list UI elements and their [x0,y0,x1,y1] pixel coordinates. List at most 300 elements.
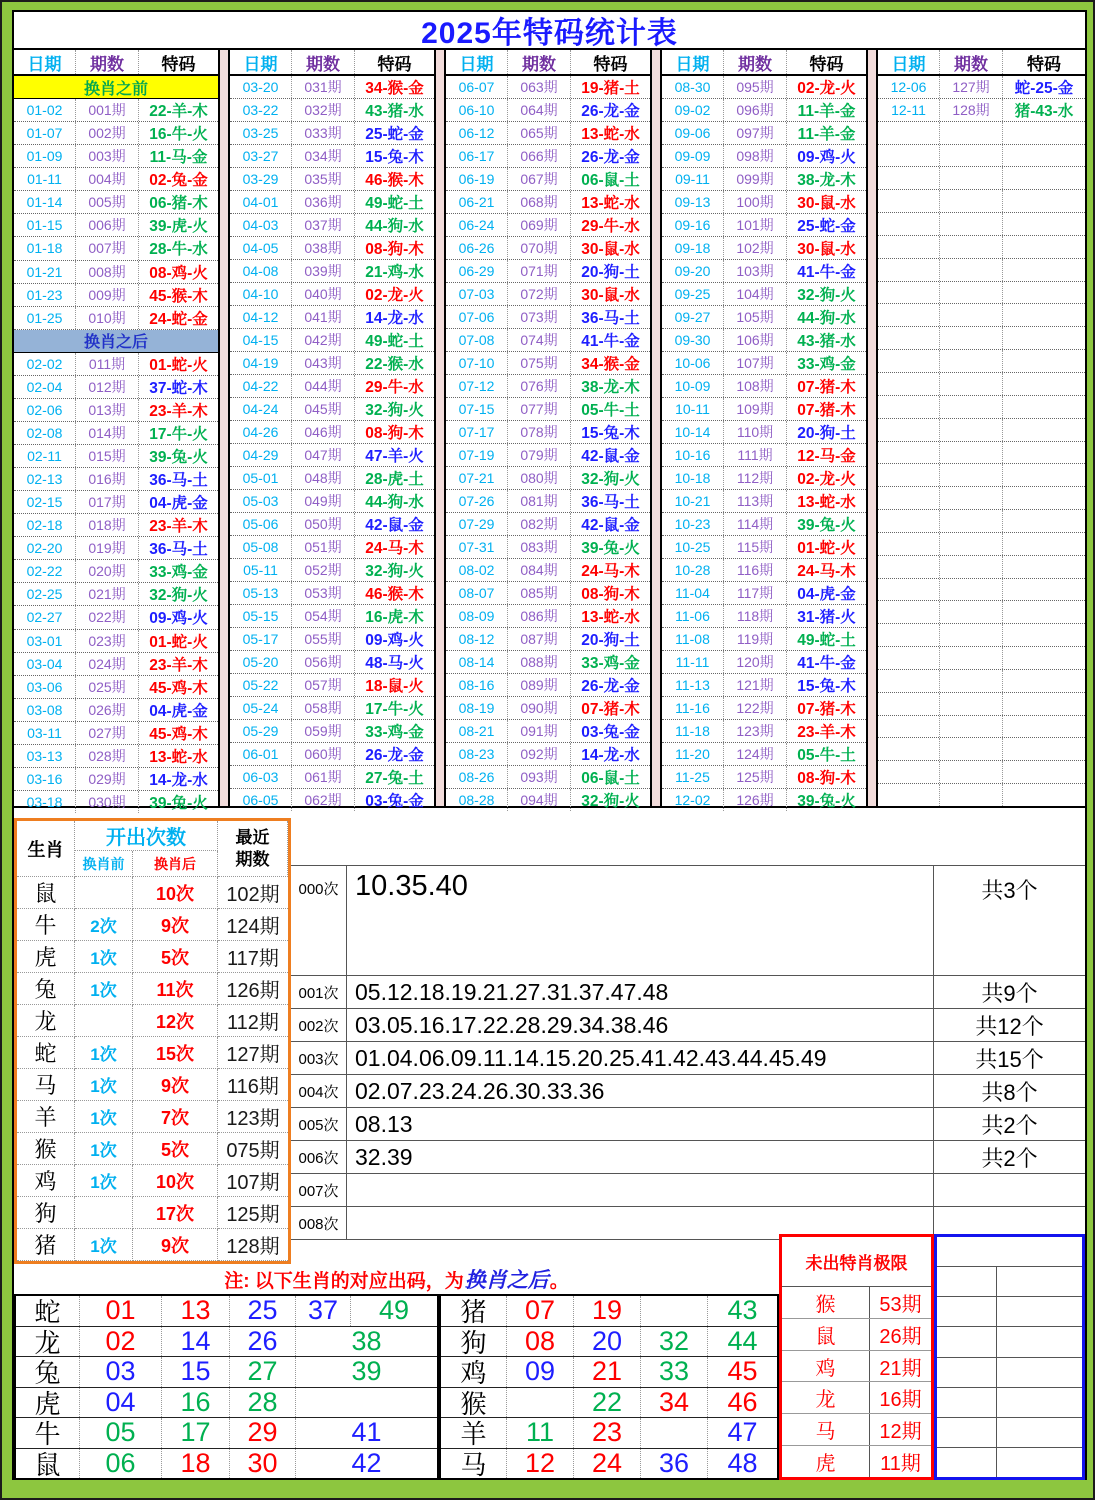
note-prefix: 注: 以下生肖的对应出码，为 [224,1270,464,1292]
draw-code: 36-马-土 [581,494,640,511]
freq-label: 007次 [291,1174,347,1206]
count-before: 1次 [75,1165,133,1197]
draw-date [878,693,940,715]
map-zodiac: 蛇 [34,1297,61,1326]
draw-row [14,791,218,813]
draw-date: 03-18 [14,791,76,813]
draw-date: 10-06 [662,352,724,374]
map-number: 29 [229,1418,295,1448]
draw-code: 01-蛇-火 [797,540,856,557]
count-after: 9次 [133,1069,218,1101]
draw-period: 026期 [76,699,139,721]
draw-code: 26-龙-金 [581,678,640,695]
draw-code: 26-龙-金 [581,149,640,166]
draw-date: 06-03 [230,766,292,788]
recent-period: 125期 [218,1197,288,1229]
draw-date: 08-16 [446,674,508,696]
draw-code: 01-蛇-火 [149,633,208,651]
draw-date: 06-19 [446,168,508,190]
draw-date [878,419,940,441]
freq-numbers: 05.12.18.19.21.27.31.37.47.48 [355,978,669,1005]
freq-numbers: 01.04.06.09.11.14.15.20.25.41.42.43.44.45.49 [355,1044,827,1071]
draw-code [1003,282,1085,304]
draw-row [14,168,218,191]
draw-row [662,605,866,628]
map-number: 38 [295,1327,437,1357]
zodiac-stats-table [14,818,291,1264]
draw-row [230,191,434,214]
draw-code: 04-虎-金 [149,702,208,720]
draw-period: 043期 [292,352,355,374]
draw-row [446,260,650,283]
zodiac-label: 鸡 [17,1165,75,1197]
draw-period: 099期 [724,168,787,190]
draw-code: 蛇-25-金 [1014,79,1074,97]
draw-row [14,122,218,145]
main-group-2 [230,50,436,810]
draw-row [878,327,1085,350]
draw-date: 02-08 [14,422,76,444]
draw-code [1003,236,1085,258]
draw-row [230,605,434,628]
draw-code: 44-狗-水 [365,218,424,235]
draw-date [878,464,940,486]
empty-cell [997,1297,1082,1326]
draw-row [878,145,1085,168]
draw-period: 052期 [292,559,355,581]
empty-cell [937,1327,997,1356]
draw-date: 07-10 [446,352,508,374]
draw-date: 09-06 [662,122,724,144]
draw-row [662,628,866,651]
empty-cell [937,1388,997,1417]
draw-code: 32-狗-火 [581,471,640,488]
draw-period: 075期 [508,352,571,374]
draw-date: 05-08 [230,536,292,558]
draw-row [230,513,434,536]
draw-period: 078期 [508,421,571,443]
empty-cell [937,1267,997,1296]
draw-period: 087期 [508,628,571,650]
draw-code: 39-兔-火 [581,540,640,557]
draw-period: 027期 [76,722,139,744]
draw-row [662,168,866,191]
draw-date: 10-18 [662,467,724,489]
draw-date: 06-24 [446,214,508,236]
draw-code: 17-牛-火 [365,701,424,718]
recent-period: 128期 [218,1229,288,1261]
draw-date: 11-25 [662,766,724,788]
map-row [441,1296,777,1326]
draw-row [14,676,218,699]
draw-code [1003,396,1085,418]
draw-date: 11-11 [662,651,724,673]
draw-date: 03-25 [230,122,292,144]
map-zodiac: 鼠 [34,1449,61,1478]
draw-date [878,396,940,418]
draw-row [14,145,218,168]
draw-code: 36-马-土 [581,310,640,327]
draw-code [1003,670,1085,692]
draw-date: 11-16 [662,697,724,719]
draw-row [662,674,866,697]
draw-row [446,329,650,352]
draw-period: 084期 [508,559,571,581]
limit-period: 11期 [880,1453,921,1476]
separator-strip [436,50,446,806]
draw-date: 08-02 [446,559,508,581]
zodiac-label: 羊 [17,1101,75,1133]
draw-date: 12-06 [878,76,940,98]
draw-row [662,651,866,674]
col-header-code: 特码 [1027,54,1061,74]
draw-period: 006期 [76,214,139,236]
draw-period: 097期 [724,122,787,144]
freq-row [291,1075,1085,1108]
draw-period: 122期 [724,697,787,719]
draw-period: 013期 [76,399,139,421]
draw-code: 36-马-土 [149,472,208,490]
map-number: 08 [506,1327,573,1357]
draw-period: 051期 [292,536,355,558]
main-group-3 [446,50,652,810]
draw-date: 01-15 [14,214,76,236]
draw-code: 45-猴-木 [149,287,208,305]
page-title: 2025年特码统计表 [421,17,678,50]
draw-code [1003,556,1085,578]
main-group-1 [14,50,220,812]
count-before [75,1005,133,1037]
draw-period: 071期 [508,260,571,282]
draw-row [878,533,1085,556]
draw-row [878,601,1085,624]
draw-row [230,651,434,674]
draw-date: 02-20 [14,537,76,559]
draw-code: 22-羊-木 [149,103,208,121]
draw-date: 01-11 [14,168,76,190]
draw-code [1003,145,1085,167]
map-number: 20 [573,1327,640,1357]
draw-period: 030期 [76,791,139,813]
draw-code: 42-鼠-金 [581,448,640,465]
draw-code: 猪-43-水 [1014,102,1074,120]
empty-cell [997,1267,1082,1296]
map-row [16,1387,437,1418]
count-after: 17次 [133,1197,218,1229]
draw-code: 13-蛇-水 [581,609,640,626]
map-number: 17 [161,1418,229,1448]
draw-period [940,304,1003,326]
draw-date: 11-13 [662,674,724,696]
draw-code [1003,647,1085,669]
draw-row [878,350,1085,373]
draw-code: 30-鼠-水 [581,241,640,258]
draw-code: 02-龙-火 [365,287,424,304]
draw-date: 06-05 [230,789,292,811]
draw-code: 42-鼠-金 [581,517,640,534]
draw-row [878,716,1085,739]
draw-period: 079期 [508,444,571,466]
draw-date: 05-06 [230,513,292,535]
draw-period: 057期 [292,674,355,696]
recent-period: 112期 [218,1005,288,1037]
count-after: 9次 [133,1229,218,1261]
draw-code: 07-猪-木 [581,701,640,718]
map-number: 11 [506,1418,573,1448]
empty-cell [997,1358,1082,1387]
map-number [640,1296,707,1326]
draw-row [662,122,866,145]
draw-period: 101期 [724,214,787,236]
draw-date: 03-16 [14,768,76,790]
draw-row [230,766,434,789]
draw-period [940,579,1003,601]
draw-period: 059期 [292,720,355,742]
draw-period: 096期 [724,99,787,121]
stats-header-counts: 开出次数 [75,821,218,851]
count-before [75,1197,133,1229]
draw-period [940,259,1003,281]
draw-period: 102期 [724,237,787,259]
draw-row [446,444,650,467]
draw-date: 10-23 [662,513,724,535]
draw-row [446,214,650,237]
map-number: 16 [161,1388,229,1418]
draw-period: 093期 [508,766,571,788]
col-header-period: 期数 [724,50,787,74]
draw-date [878,716,940,738]
draw-code: 17-牛-火 [149,425,208,443]
draw-period: 073期 [508,306,571,328]
draw-row [662,99,866,122]
map-row [16,1356,437,1387]
draw-row [446,789,650,811]
freq-count: 共9个 [933,976,1085,1008]
main-group-header [446,50,650,76]
separator-strip [652,50,662,806]
empty-cell [997,1327,1082,1356]
draw-period: 072期 [508,283,571,305]
draw-date: 03-13 [14,745,76,767]
map-number: 23 [573,1418,640,1448]
draw-code [1003,738,1085,760]
draw-code: 29-牛-水 [365,379,424,396]
draw-code: 37-蛇-木 [149,379,208,397]
col-header-period: 期数 [508,50,571,74]
draw-date: 07-03 [446,283,508,305]
draw-date: 09-02 [662,99,724,121]
count-after: 10次 [133,1165,218,1197]
recent-period: 075期 [218,1133,288,1165]
zodiac-label: 蛇 [17,1037,75,1069]
count-after: 12次 [133,1005,218,1037]
draw-row [14,699,218,722]
draw-row [662,766,866,789]
draw-row [662,743,866,766]
draw-period [940,784,1003,806]
draw-date: 04-05 [230,237,292,259]
freq-row [291,1009,1085,1042]
freq-row [291,1174,1085,1207]
draw-code: 11-马-金 [149,149,208,167]
draw-code: 07-猪-木 [797,379,856,396]
limit-period: 21期 [879,1357,922,1380]
draw-period: 061期 [292,766,355,788]
draw-code: 01-蛇-火 [149,356,208,374]
recent-period: 123期 [218,1101,288,1133]
zodiac-label: 马 [17,1069,75,1101]
map-number: 09 [506,1357,573,1387]
stats-header-before: 换肖前 [75,851,133,877]
zodiac-label: 狗 [17,1197,75,1229]
draw-period: 081期 [508,490,571,512]
empty-cell [997,1237,1082,1266]
draw-code: 06-鼠-土 [581,172,640,189]
draw-date: 10-11 [662,398,724,420]
draw-row [446,582,650,605]
draw-code [1003,784,1085,806]
draw-date: 06-26 [446,237,508,259]
draw-period: 088期 [508,651,571,673]
main-group-rows-3 [446,76,650,811]
map-number: 46 [707,1388,777,1418]
draw-row [230,582,434,605]
draw-row [446,237,650,260]
map-zodiac: 羊 [460,1419,487,1448]
separator-strip [868,50,878,806]
draw-date: 11-08 [662,628,724,650]
draw-row [14,237,218,260]
col-header-date: 日期 [878,50,940,74]
draw-date: 03-22 [230,99,292,121]
draw-date: 08-28 [446,789,508,811]
draw-date: 06-10 [446,99,508,121]
freq-row [291,1108,1085,1141]
draw-row [878,761,1085,784]
draw-code: 21-鸡-水 [365,264,424,281]
freq-count: 共2个 [933,1141,1085,1173]
draw-date: 07-15 [446,398,508,420]
draw-code [1003,304,1085,326]
map-number: 30 [229,1449,295,1479]
draw-date: 11-20 [662,743,724,765]
draw-row [878,122,1085,145]
draw-date [878,510,940,532]
draw-period: 115期 [724,536,787,558]
draw-period: 020期 [76,560,139,582]
draw-row [662,536,866,559]
draw-code [1003,624,1085,646]
empty-cell [937,1297,997,1326]
draw-period: 007期 [76,237,139,259]
draw-code: 26-龙-金 [365,747,424,764]
draw-date: 08-14 [446,651,508,673]
draw-row [230,559,434,582]
draw-period: 070期 [508,237,571,259]
stats-header-recent-line2: 期数 [235,849,270,869]
empty-row [937,1357,1082,1387]
draw-period: 021期 [76,583,139,605]
limit-row [782,1350,931,1382]
map-number: 15 [161,1357,229,1387]
zodiac-label: 猪 [17,1229,75,1261]
draw-code: 24-马-木 [365,540,424,557]
draw-period: 125期 [724,766,787,788]
draw-row [14,353,218,376]
draw-date [878,624,940,646]
draw-period: 042期 [292,329,355,351]
map-number: 47 [707,1418,777,1448]
draw-row [230,536,434,559]
draw-date [878,601,940,623]
count-before: 1次 [75,1101,133,1133]
col-header-date: 日期 [14,50,76,74]
count-before: 1次 [75,1037,133,1069]
draw-period: 103期 [724,260,787,282]
draw-date: 08-07 [446,582,508,604]
draw-period: 092期 [508,743,571,765]
draw-period: 063期 [508,76,571,98]
map-number: 44 [707,1327,777,1357]
map-zodiac: 猪 [460,1297,487,1326]
limit-zodiac: 虎 [782,1446,870,1477]
draw-code: 11-羊-金 [797,126,856,143]
draw-period: 086期 [508,605,571,627]
draw-row [14,284,218,307]
draw-date: 09-27 [662,306,724,328]
draw-date: 01-14 [14,191,76,213]
draw-date [878,236,940,258]
draw-code: 34-猴-金 [581,356,640,373]
draw-row [446,283,650,306]
draw-code: 44-狗-水 [797,310,856,327]
draw-row [446,398,650,421]
draw-row [446,766,650,789]
map-number: 27 [229,1357,295,1387]
draw-code [1003,487,1085,509]
draw-row [446,421,650,444]
map-row [441,1448,777,1479]
freq-numbers: 02.07.23.24.26.30.33.36 [355,1077,605,1104]
draw-period: 028期 [76,745,139,767]
map-number: 39 [295,1357,437,1387]
draw-period: 054期 [292,605,355,627]
draw-code: 06-鼠-土 [581,770,640,787]
draw-code: 44-狗-水 [365,494,424,511]
empty-row [937,1266,1082,1296]
draw-date [878,738,940,760]
map-zodiac: 龙 [34,1327,61,1356]
draw-code [1003,761,1085,783]
draw-code: 04-虎-金 [797,586,856,603]
map-number: 42 [295,1449,437,1479]
draw-row [14,376,218,399]
limits-box [779,1234,934,1480]
draw-code: 38-龙-木 [581,379,640,396]
draw-date [878,487,940,509]
draw-row [446,375,650,398]
draw-code: 16-牛-火 [149,126,208,144]
draw-row [230,214,434,237]
draw-date [878,373,940,395]
freq-count: 共2个 [933,1108,1085,1140]
count-before: 1次 [75,1133,133,1165]
empty-cell [937,1418,997,1447]
draw-row [662,398,866,421]
freq-label: 005次 [291,1108,347,1140]
draw-row [230,145,434,168]
draw-period: 109期 [724,398,787,420]
